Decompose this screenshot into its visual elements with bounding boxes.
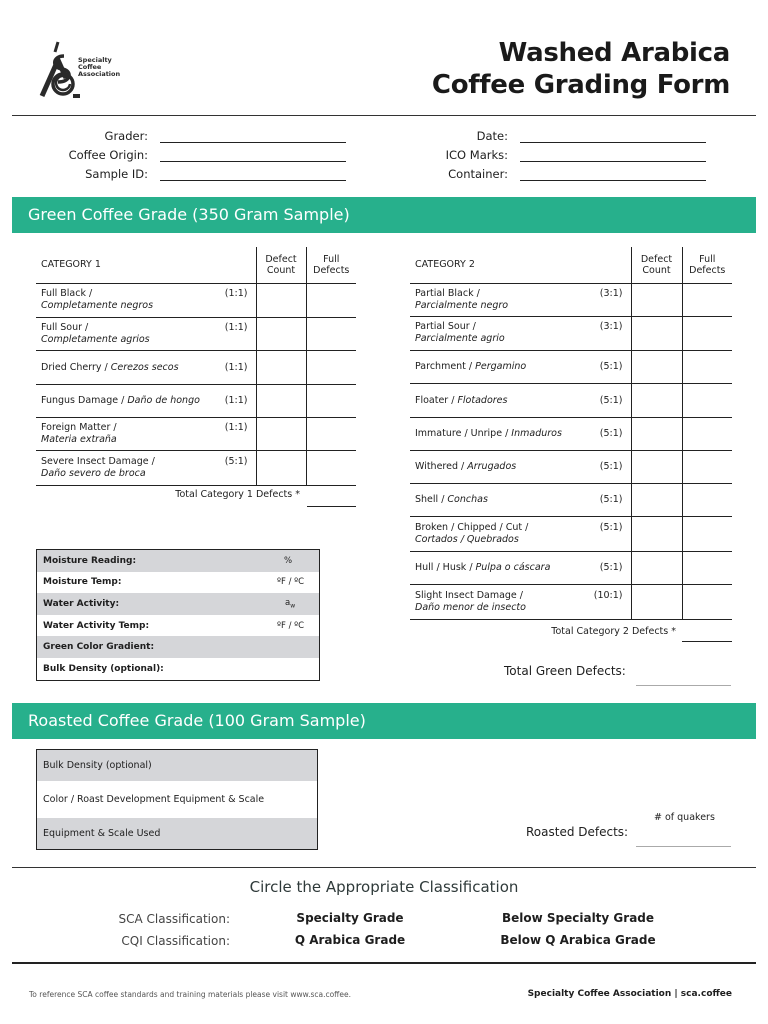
moisture-temp-row[interactable]: Moisture Temp: ºF / ºC [43, 577, 305, 588]
category2-defect-ratio: (10:1) [593, 589, 623, 601]
classification-divider [12, 867, 756, 868]
category1-defect-label: Full Black / Completamente negros [41, 288, 154, 311]
category2-defect-label: Broken / Chipped / Cut / Cortados / Quebrados [415, 521, 529, 545]
category1-defect-label: Severe Insect Damage / Daño severo de broca [41, 455, 155, 479]
category2-defect-name [410, 584, 631, 619]
category2-defect-label: Hull / Husk / Pulpa o cáscara [415, 562, 551, 573]
category1-row [36, 384, 356, 417]
total-green-defects-input-line[interactable] [636, 685, 731, 686]
date-field[interactable] [400, 125, 706, 143]
category2-row [410, 483, 732, 516]
category2-defect-name [410, 450, 631, 483]
category1-defect-count-header: Defect Count [256, 247, 306, 283]
category2-row [410, 283, 732, 316]
category2-row [410, 383, 732, 417]
category1-row [36, 317, 356, 350]
category2-full-defects-cell[interactable] [682, 516, 732, 551]
category2-defect-count-cell[interactable] [631, 551, 682, 584]
category1-defect-label: Full Sour / Completamente agrios [41, 321, 150, 345]
category1-defect-ratio: (1:1) [224, 421, 248, 433]
category2-defect-count-cell[interactable] [631, 584, 682, 619]
below-q-arabica-grade-option[interactable]: Below Q Arabica Grade [500, 933, 656, 947]
date-label: Date: [476, 129, 508, 143]
roast-color-row[interactable]: Color / Roast Development Equipment & Scale [43, 794, 265, 805]
category2-total-label: Total Category 2 Defects * [551, 626, 676, 637]
container-field[interactable] [400, 163, 706, 181]
category1-defect-count-cell[interactable] [256, 384, 306, 417]
footer-divider [12, 962, 756, 964]
green-section-header: Green Coffee Grade (350 Gram Sample) [12, 197, 756, 233]
category2-defect-name [410, 417, 631, 450]
category1-defect-ratio: (1:1) [224, 361, 248, 373]
category1-full-defects-cell[interactable] [306, 317, 356, 350]
category1-total-label: Total Category 1 Defects * [175, 489, 300, 500]
category2-full-defects-header: Full Defects [682, 247, 732, 283]
category1-defect-count-cell[interactable] [256, 317, 306, 350]
ico-marks-input-line[interactable] [520, 150, 706, 162]
category2-defect-name [410, 283, 631, 316]
category2-defect-label: Partial Black / Parcialmente negro [415, 287, 509, 311]
category1-defect-count-cell[interactable] [256, 283, 306, 317]
quakers-label: # of quakers [654, 812, 715, 823]
ico-marks-field[interactable] [400, 144, 706, 162]
moisture-panel [36, 549, 320, 681]
category1-row [36, 417, 356, 450]
cqi-classification-label: CQI Classification: [121, 934, 230, 948]
category1-defect-ratio: (1:1) [224, 288, 248, 299]
category2-defect-label: Immature / Unripe / Inmaduros [415, 428, 562, 439]
category1-full-defects-cell[interactable] [306, 450, 356, 485]
category2-full-defects-cell[interactable] [682, 417, 732, 450]
category1-defect-name [36, 317, 256, 350]
category1-defect-name [36, 283, 256, 317]
category1-defect-name [36, 417, 256, 450]
category2-defect-ratio: (3:1) [599, 321, 623, 332]
category2-defect-label: Slight Insect Damage / Daño menor de insecto [415, 589, 526, 613]
header-divider [12, 115, 756, 116]
category2-defect-count-cell[interactable] [631, 417, 682, 450]
category1-defect-ratio: (1:1) [224, 321, 248, 333]
category2-defect-count-header: Defect Count [631, 247, 682, 283]
category2-row [410, 551, 732, 584]
moisture-reading-row[interactable]: Moisture Reading: % [37, 550, 319, 572]
category1-full-defects-cell[interactable] [306, 384, 356, 417]
q-arabica-grade-option[interactable]: Q Arabica Grade [294, 933, 406, 947]
category1-defect-label: Fungus Damage / Daño de hongo [41, 395, 200, 406]
roasted-section-header: Roasted Coffee Grade (100 Gram Sample) [12, 703, 756, 739]
roasted-defects-label: Roasted Defects: [526, 825, 629, 839]
category2-defect-label: Shell / Conchas [415, 494, 488, 505]
below-specialty-grade-option[interactable]: Below Specialty Grade [501, 911, 655, 925]
category2-defect-ratio: (5:1) [599, 428, 623, 439]
total-green-defects-label: Total Green Defects: [504, 664, 626, 678]
category1-defect-label: Foreign Matter / Materia extraña [41, 421, 117, 445]
coffee-origin-input-line[interactable] [160, 150, 346, 162]
category2-defect-ratio: (3:1) [599, 287, 623, 299]
green-color-gradient-row[interactable]: Green Color Gradient: [37, 636, 319, 658]
form-title-line1: Washed Arabica [498, 38, 730, 68]
category2-defect-name [410, 483, 631, 516]
sca-classification-label: SCA Classification: [118, 912, 230, 926]
category1-total-input-line[interactable] [307, 506, 356, 507]
category1-header: CATEGORY 1 [36, 247, 256, 283]
category2-defect-label: Partial Sour / Parcialmente agrio [415, 321, 505, 344]
category2-row [410, 516, 732, 551]
category1-table [36, 247, 356, 486]
logo-wordmark: Specialty Coffee Association [78, 56, 121, 78]
category2-defect-ratio: (5:1) [599, 562, 623, 573]
ico-marks-label: ICO Marks: [445, 148, 508, 162]
specialty-grade-option[interactable]: Specialty Grade [296, 911, 404, 925]
category2-defect-ratio: (5:1) [599, 394, 623, 406]
category2-full-defects-cell[interactable] [682, 450, 732, 483]
sample-id-label: Sample ID: [85, 167, 148, 181]
category1-full-defects-cell[interactable] [306, 417, 356, 450]
category2-row [410, 417, 732, 450]
category2-defect-name [410, 516, 631, 551]
category2-defect-name [410, 350, 631, 383]
container-input-line[interactable] [520, 169, 706, 181]
category1-full-defects-header: Full Defects [306, 247, 356, 283]
roasted-defects-input-line[interactable] [636, 846, 731, 847]
water-activity-temp-row[interactable]: Water Activity Temp: ºF / ºC [43, 620, 305, 631]
category2-defect-count-cell[interactable] [631, 516, 682, 551]
category2-table [410, 247, 732, 620]
category1-full-defects-cell[interactable] [306, 350, 356, 384]
category1-row [36, 350, 356, 384]
category2-defect-name [410, 383, 631, 417]
category2-full-defects-cell[interactable] [682, 483, 732, 516]
category2-full-defects-cell[interactable] [682, 350, 732, 383]
category1-defect-count-cell[interactable] [256, 350, 306, 384]
category2-defect-name [410, 316, 631, 350]
water-activity-row[interactable]: Water Activity: $a_w$ [37, 593, 319, 615]
category2-full-defects-cell[interactable] [682, 584, 732, 619]
category2-full-defects-cell[interactable] [682, 383, 732, 417]
category1-full-defects-cell[interactable] [306, 283, 356, 317]
category2-full-defects-cell[interactable] [682, 551, 732, 584]
category1-defect-label: Dried Cherry / Cerezos secos [41, 361, 179, 373]
roast-equipment-row[interactable]: Equipment & Scale Used [37, 818, 317, 849]
category2-defect-count-cell[interactable] [631, 383, 682, 417]
category2-defect-count-cell[interactable] [631, 483, 682, 516]
category2-header: CATEGORY 2 [410, 247, 631, 283]
category1-defect-count-cell[interactable] [256, 417, 306, 450]
category1-defect-name [36, 450, 256, 485]
category1-defect-ratio: (1:1) [224, 395, 248, 406]
category2-defect-count-cell[interactable] [631, 283, 682, 316]
category1-defect-name [36, 350, 256, 384]
category2-full-defects-cell[interactable] [682, 316, 732, 350]
category1-defect-ratio: (5:1) [224, 455, 248, 467]
form-title-line2: Coffee Grading Form [431, 70, 730, 100]
category2-row [410, 316, 732, 350]
category2-defect-label: Withered / Arrugados [415, 461, 517, 472]
category2-defect-label: Parchment / Pergamino [415, 361, 527, 372]
category2-defect-ratio: (5:1) [599, 461, 623, 472]
grader-field[interactable] [40, 125, 346, 143]
category2-defect-ratio: (5:1) [599, 521, 623, 533]
category2-defect-ratio: (5:1) [599, 494, 623, 505]
date-input-line[interactable] [520, 131, 706, 143]
category2-defect-label: Floater / Flotadores [415, 394, 508, 406]
grader-input-line[interactable] [160, 131, 346, 143]
category2-total-input-line[interactable] [682, 641, 732, 642]
roasted-bulk-density-row[interactable]: Bulk Density (optional) [37, 750, 317, 781]
category2-defect-count-cell[interactable] [631, 316, 682, 350]
sample-id-field[interactable] [40, 163, 346, 181]
coffee-origin-label: Coffee Origin: [68, 148, 148, 162]
sample-id-input-line[interactable] [160, 169, 346, 181]
footer-brand: Specialty Coffee Association | sca.coffee [527, 989, 732, 999]
category2-defect-count-cell[interactable] [631, 450, 682, 483]
footer-note: To reference SCA coffee standards and training materials please visit www.sca.coffee. [29, 990, 351, 999]
grader-label: Grader: [104, 129, 148, 143]
green-bulk-density-row[interactable]: Bulk Density (optional): [43, 663, 164, 674]
category1-defect-name [36, 384, 256, 417]
category2-defect-ratio: (5:1) [599, 361, 623, 372]
category1-defect-count-cell[interactable] [256, 450, 306, 485]
category2-row [410, 450, 732, 483]
roasted-panel [36, 749, 318, 850]
category2-defect-count-cell[interactable] [631, 350, 682, 383]
coffee-origin-field[interactable] [40, 144, 346, 162]
category1-row [36, 283, 356, 317]
container-label: Container: [448, 167, 508, 181]
classification-title: Circle the Appropriate Classification [249, 878, 519, 896]
category1-row [36, 450, 356, 485]
category2-defect-name [410, 551, 631, 584]
category2-full-defects-cell[interactable] [682, 283, 732, 316]
category2-row [410, 584, 732, 619]
category2-row [410, 350, 732, 383]
